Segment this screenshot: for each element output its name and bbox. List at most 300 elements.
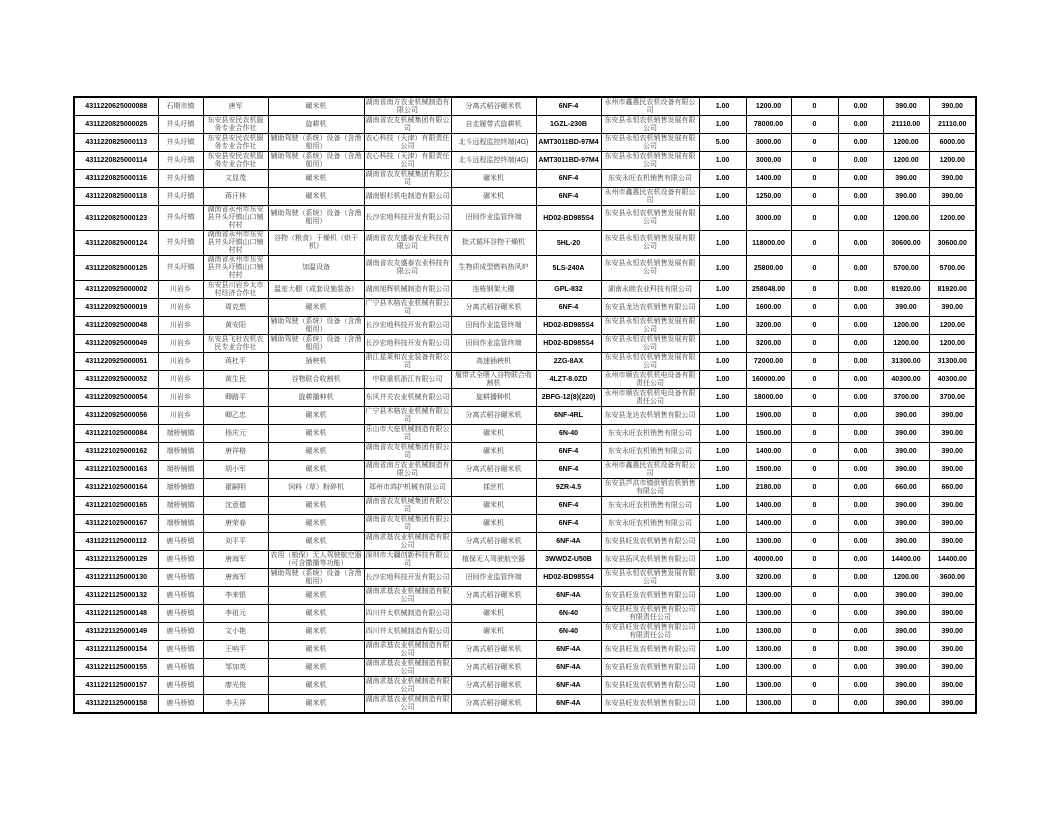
cell-unit-subsidy: 390.00 xyxy=(883,443,929,461)
cell-unit-subsidy: 390.00 xyxy=(883,425,929,443)
cell-product-category: 旋耕播种机 xyxy=(451,389,536,407)
cell-town: 鹿马桥镇 xyxy=(158,551,203,569)
cell-zero-count: 0 xyxy=(791,569,838,587)
cell-model: 2BFG-12(8)(220) xyxy=(536,389,601,407)
cell-unit-price: 3000.00 xyxy=(746,134,791,152)
cell-unit-subsidy: 390.00 xyxy=(883,623,929,641)
cell-manufacturer: 湖南求基农业机械制造有限公司 xyxy=(364,695,451,714)
cell-machine-type: 辅助驾驶（系统）设备（含渔船用） xyxy=(268,134,364,152)
cell-town: 川岩乡 xyxy=(158,281,203,299)
cell-model: 5HL-20 xyxy=(536,231,601,256)
cell-unit-subsidy: 30600.00 xyxy=(883,231,929,256)
cell-machine-type: 辅助驾驶（系统）设备（含渔船用） xyxy=(268,335,364,353)
table-row xyxy=(74,231,976,256)
cell-dealer: 永州市鑫惠民农机设备有限公司 xyxy=(601,461,699,479)
cell-unit-price: 1500.00 xyxy=(746,461,791,479)
cell-unit-subsidy: 81920.00 xyxy=(883,281,929,299)
cell-total-subsidy: 390.00 xyxy=(929,677,976,695)
cell-total-subsidy: 3700.00 xyxy=(929,389,976,407)
cell-machine-type: 温室大棚（成套设施装备） xyxy=(268,281,364,299)
cell-unit-price: 1300.00 xyxy=(746,677,791,695)
table-row xyxy=(74,299,976,317)
table-row xyxy=(74,407,976,425)
cell-dealer: 东安县旺发农机销售有限公司有限责任公司 xyxy=(601,605,699,623)
cell-quantity: 1.00 xyxy=(699,188,746,206)
cell-machine-type: 旋耕机 xyxy=(268,116,364,134)
cell-purchaser: 沈意德 xyxy=(203,497,268,515)
cell-dealer: 东安永旺农机销售有限公司 xyxy=(601,425,699,443)
cell-zero-count: 0 xyxy=(791,256,838,281)
cell-machine-type: 碾米机 xyxy=(268,497,364,515)
cell-record-id: 4311220825000118 xyxy=(74,188,158,206)
cell-machine-type: 加温设备 xyxy=(268,256,364,281)
cell-machine-type: 碾米机 xyxy=(268,515,364,533)
cell-quantity: 1.00 xyxy=(699,641,746,659)
table-row xyxy=(74,97,976,116)
cell-product-category: 分离式稻谷碾米机 xyxy=(451,677,536,695)
cell-town: 井头圩镇 xyxy=(158,116,203,134)
cell-machine-type: 辅助驾驶（系统）设备（含渔船用） xyxy=(268,569,364,587)
cell-model: 6NF-4 xyxy=(536,497,601,515)
cell-zero-count: 0 xyxy=(791,389,838,407)
cell-zero-count: 0 xyxy=(791,281,838,299)
cell-zero-count: 0 xyxy=(791,170,838,188)
cell-model: 1GZL-230B xyxy=(536,116,601,134)
cell-model: 6NF-4 xyxy=(536,515,601,533)
cell-model: 6NF-4A xyxy=(536,695,601,714)
cell-dealer: 东安县旺发农机销售有限公司 xyxy=(601,677,699,695)
cell-zero-count: 0 xyxy=(791,317,838,335)
cell-zero-count: 0 xyxy=(791,677,838,695)
cell-machine-type: 碾米机 xyxy=(268,677,364,695)
cell-total-subsidy: 390.00 xyxy=(929,641,976,659)
cell-unit-price: 118000.00 xyxy=(746,231,791,256)
cell-unit-price: 1300.00 xyxy=(746,623,791,641)
cell-total-subsidy: 390.00 xyxy=(929,461,976,479)
cell-model: AMT3011BD-97M4 xyxy=(536,134,601,152)
cell-model: AMT3011BD-97M4 xyxy=(536,152,601,170)
cell-dealer: 东安县永恒农机销售发展有限公司 xyxy=(601,256,699,281)
cell-dealer: 东安县永恒农机销售发展有限公司 xyxy=(601,231,699,256)
cell-zero-count: 0 xyxy=(791,497,838,515)
cell-unit-price: 1300.00 xyxy=(746,605,791,623)
cell-purchaser: 文小艳 xyxy=(203,623,268,641)
cell-total-subsidy: 390.00 xyxy=(929,587,976,605)
cell-record-id: 4311220925000049 xyxy=(74,335,158,353)
cell-quantity: 1.00 xyxy=(699,605,746,623)
cell-model: 6NF-4 xyxy=(536,97,601,116)
cell-machine-type: 碾米机 xyxy=(268,425,364,443)
cell-quantity: 1.00 xyxy=(699,425,746,443)
cell-product-category: 北斗远程监控终端(4G) xyxy=(451,134,536,152)
cell-purchaser: 东安县安民农机服务专业合作社 xyxy=(203,134,268,152)
cell-model: 5LS-240A xyxy=(536,256,601,281)
table-row xyxy=(74,551,976,569)
cell-record-id: 4311221025000167 xyxy=(74,515,158,533)
cell-purchaser: 东安县川岩乡太市村经济合作社 xyxy=(203,281,268,299)
cell-record-id: 4311220825000125 xyxy=(74,256,158,281)
cell-manufacturer: 湖南求基农业机械制造有限公司 xyxy=(365,587,450,603)
table-row xyxy=(74,206,976,231)
cell-manufacturer: 广宁县木格农业机械有限公司 xyxy=(365,407,450,423)
cell-purchaser: 黄生民 xyxy=(203,371,268,389)
cell-manufacturer: 湖南省农友盛泰农业科技有限公司 xyxy=(364,256,451,281)
cell-manufacturer: 湖南银杉机电制造有限公司 xyxy=(364,188,451,206)
cell-town: 鹿马桥镇 xyxy=(158,695,203,714)
cell-manufacturer: 湖南省南方农业机械制造有限公司 xyxy=(365,98,450,114)
cell-dealer: 东安县永恒农机销售发展有限公司 xyxy=(601,569,699,587)
cell-product-category: 分离式稻谷碾米机 xyxy=(451,587,536,605)
cell-product-category: 田间作业监管终端 xyxy=(451,206,536,231)
cell-quantity: 1.00 xyxy=(699,371,746,389)
cell-town: 端桥铺镇 xyxy=(158,479,203,497)
cell-record-id: 4311221125000154 xyxy=(74,641,158,659)
cell-total-subsidy: 390.00 xyxy=(929,97,976,116)
cell-zero-count: 0 xyxy=(791,97,838,116)
cell-dealer: 永州市顺农农机机电设备有限责任公司 xyxy=(601,389,699,407)
cell-zero-count: 0 xyxy=(791,605,838,623)
cell-zero-amount: 0.00 xyxy=(838,569,883,587)
cell-record-id: 4311220925000019 xyxy=(74,299,158,317)
cell-machine-type: 饲料（草）粉碎机 xyxy=(268,479,364,497)
cell-town: 井头圩镇 xyxy=(158,188,203,206)
cell-machine-type: 插秧机 xyxy=(268,353,364,371)
cell-dealer: 永州市顺农农机机电设备有限责任公司 xyxy=(601,371,699,389)
cell-record-id: 4311220925000052 xyxy=(74,371,158,389)
cell-model: 6NF-4 xyxy=(536,461,601,479)
cell-model: 6NF-4A xyxy=(536,587,601,605)
cell-machine-type: 碾米机 xyxy=(268,407,364,425)
cell-quantity: 3.00 xyxy=(699,569,746,587)
cell-quantity: 1.00 xyxy=(699,389,746,407)
cell-dealer: 东安县龙达农机销售有限公司 xyxy=(601,407,699,425)
cell-zero-amount: 0.00 xyxy=(838,551,883,569)
cell-purchaser: 唐海军 xyxy=(203,569,268,587)
cell-unit-price: 1500.00 xyxy=(746,425,791,443)
table-row xyxy=(74,188,976,206)
cell-product-category: 分离式稻谷碾米机 xyxy=(451,97,536,116)
cell-town: 川岩乡 xyxy=(158,335,203,353)
cell-model: GPL-832 xyxy=(536,281,601,299)
cell-dealer: 东安县旺发农机销售有限公司 xyxy=(601,695,699,714)
cell-product-category: 植保无人驾驶航空器 xyxy=(451,551,536,569)
cell-machine-type: 碾米机 xyxy=(268,587,364,605)
cell-record-id: 4311220825000025 xyxy=(74,116,158,134)
table-row xyxy=(74,515,976,533)
cell-quantity: 5.00 xyxy=(699,134,746,152)
cell-zero-count: 0 xyxy=(791,641,838,659)
cell-zero-count: 0 xyxy=(791,425,838,443)
cell-unit-subsidy: 390.00 xyxy=(883,188,929,206)
cell-unit-subsidy: 390.00 xyxy=(883,170,929,188)
cell-manufacturer: 浙江星莱和农业装备有限公司 xyxy=(365,353,450,369)
cell-manufacturer: 湖南求基农业机械制造有限公司 xyxy=(365,533,450,549)
cell-unit-subsidy: 1200.00 xyxy=(883,134,929,152)
cell-purchaser: 东安县安民农机服务专业合作社 xyxy=(203,116,268,134)
cell-unit-price: 258048.00 xyxy=(746,281,791,299)
cell-dealer: 东安县永恒农机销售发展有限公司 xyxy=(601,206,699,231)
cell-product-category: 分离式稻谷碾米机 xyxy=(451,641,536,659)
cell-total-subsidy: 30600.00 xyxy=(929,231,976,256)
cell-product-category: 分离式稻谷碾米机 xyxy=(451,695,536,714)
cell-manufacturer: 中联重机浙江有限公司 xyxy=(364,371,451,389)
cell-product-category: 碾米机 xyxy=(451,443,536,461)
cell-town: 川岩乡 xyxy=(158,389,203,407)
cell-model: 6NF-4A xyxy=(536,677,601,695)
cell-zero-amount: 0.00 xyxy=(838,97,883,116)
cell-quantity: 1.00 xyxy=(699,659,746,677)
cell-manufacturer: 长沙宏地科技开发有限公司 xyxy=(364,206,451,231)
cell-unit-subsidy: 1200.00 xyxy=(883,317,929,335)
table-row xyxy=(74,443,976,461)
cell-purchaser: 湖南省永州市东安县井头圩镇山口铺村村 xyxy=(203,256,268,281)
cell-zero-amount: 0.00 xyxy=(838,389,883,407)
cell-quantity: 1.00 xyxy=(699,116,746,134)
cell-unit-subsidy: 390.00 xyxy=(883,497,929,515)
cell-quantity: 1.00 xyxy=(699,335,746,353)
cell-purchaser: 湖南省永州市东安县井头圩镇山口铺村村 xyxy=(203,206,268,231)
cell-total-subsidy: 390.00 xyxy=(929,443,976,461)
cell-zero-count: 0 xyxy=(791,587,838,605)
cell-unit-subsidy: 1200.00 xyxy=(883,335,929,353)
cell-unit-subsidy: 390.00 xyxy=(883,677,929,695)
cell-zero-count: 0 xyxy=(791,116,838,134)
cell-purchaser: 唐荣春 xyxy=(203,515,268,533)
cell-unit-subsidy: 1200.00 xyxy=(883,152,929,170)
cell-dealer: 永州市鑫惠民农机设备有限公司 xyxy=(601,188,699,206)
cell-purchaser: 东安县飞杜农机农民专业合作社 xyxy=(203,335,268,353)
cell-quantity: 1.00 xyxy=(699,152,746,170)
cell-unit-price: 2180.00 xyxy=(746,479,791,497)
cell-machine-type: 碾米机 xyxy=(268,299,364,317)
cell-purchaser: 唐军 xyxy=(203,97,268,116)
cell-model: 2ZG-8AX xyxy=(536,353,601,371)
cell-machine-type: 碾米机 xyxy=(268,188,364,206)
cell-manufacturer: 湖南省农友机械集团有限公司 xyxy=(365,443,450,459)
cell-unit-subsidy: 390.00 xyxy=(883,407,929,425)
cell-record-id: 4311221025000084 xyxy=(74,425,158,443)
cell-unit-subsidy: 31300.00 xyxy=(883,353,929,371)
cell-zero-count: 0 xyxy=(791,353,838,371)
cell-dealer: 东安县旺发农机销售有限公司有限责任公司 xyxy=(601,623,699,641)
cell-manufacturer: 长沙宏地科技开发有限公司 xyxy=(364,317,451,335)
cell-product-category: 自走履带式旋耕机 xyxy=(451,116,536,134)
cell-town: 川岩乡 xyxy=(158,407,203,425)
cell-purchaser: 文显茂 xyxy=(203,170,268,188)
cell-total-subsidy: 390.00 xyxy=(929,515,976,533)
cell-total-subsidy: 390.00 xyxy=(929,188,976,206)
cell-quantity: 1.00 xyxy=(699,677,746,695)
cell-zero-amount: 0.00 xyxy=(838,533,883,551)
cell-quantity: 1.00 xyxy=(699,533,746,551)
cell-zero-amount: 0.00 xyxy=(838,425,883,443)
cell-total-subsidy: 5700.00 xyxy=(929,256,976,281)
cell-purchaser: 邹加英 xyxy=(203,659,268,677)
table-row xyxy=(74,353,976,371)
cell-unit-subsidy: 40300.00 xyxy=(883,371,929,389)
cell-unit-price: 1300.00 xyxy=(746,641,791,659)
cell-unit-price: 78000.00 xyxy=(746,116,791,134)
cell-unit-price: 72000.00 xyxy=(746,353,791,371)
cell-manufacturer: 四川井太机械制造有限公司 xyxy=(364,623,451,641)
cell-zero-amount: 0.00 xyxy=(838,677,883,695)
table-row xyxy=(74,152,976,170)
cell-town: 井头圩镇 xyxy=(158,152,203,170)
cell-zero-amount: 0.00 xyxy=(838,371,883,389)
cell-quantity: 1.00 xyxy=(699,695,746,714)
cell-model: 6N-40 xyxy=(536,425,601,443)
cell-manufacturer: 湖南省农友盛泰农业科技有限公司 xyxy=(364,231,451,256)
cell-zero-amount: 0.00 xyxy=(838,407,883,425)
cell-product-category: 分离式稻谷碾米机 xyxy=(451,299,536,317)
cell-unit-price: 1200.00 xyxy=(746,97,791,116)
cell-manufacturer: 湖南求基农业机械制造有限公司 xyxy=(365,641,450,657)
cell-model: HD02-BD985S4 xyxy=(536,335,601,353)
cell-town: 端桥铺镇 xyxy=(158,443,203,461)
cell-zero-count: 0 xyxy=(791,443,838,461)
cell-dealer: 东安县拓风农机销售有限公司 xyxy=(601,551,699,569)
cell-machine-type: 旋耕播种机 xyxy=(268,389,364,407)
cell-town: 端桥铺镇 xyxy=(158,425,203,443)
cell-product-category: 生物质成型燃料热风炉 xyxy=(451,256,536,281)
cell-machine-type: 农用（植保）无人驾驶航空器（可含撒播等功能） xyxy=(268,551,364,569)
cell-unit-subsidy: 390.00 xyxy=(883,299,929,317)
cell-unit-subsidy: 390.00 xyxy=(883,587,929,605)
cell-record-id: 4311220925000056 xyxy=(74,407,158,425)
cell-town: 端桥铺镇 xyxy=(158,497,203,515)
cell-purchaser: 东安县安民农机服务专业合作社 xyxy=(203,152,268,170)
cell-quantity: 1.00 xyxy=(699,206,746,231)
cell-record-id: 4311221125000158 xyxy=(74,695,158,714)
cell-machine-type: 碾米机 xyxy=(268,533,364,551)
cell-total-subsidy: 31300.00 xyxy=(929,353,976,371)
cell-purchaser: 黄安阳 xyxy=(203,317,268,335)
cell-record-id: 4311220825000123 xyxy=(74,206,158,231)
table-row xyxy=(74,317,976,335)
cell-machine-type: 辅助驾驶（系统）设备（含渔船用） xyxy=(268,317,364,335)
cell-total-subsidy: 14400.00 xyxy=(929,551,976,569)
cell-town: 鹿马桥镇 xyxy=(158,659,203,677)
cell-zero-count: 0 xyxy=(791,461,838,479)
cell-zero-amount: 0.00 xyxy=(838,353,883,371)
cell-zero-amount: 0.00 xyxy=(838,443,883,461)
cell-unit-subsidy: 390.00 xyxy=(883,641,929,659)
cell-town: 鹿马桥镇 xyxy=(158,605,203,623)
cell-model: 6NF-4 xyxy=(536,443,601,461)
cell-zero-amount: 0.00 xyxy=(838,170,883,188)
cell-dealer: 东安永旺农机销售有限公司 xyxy=(601,497,699,515)
cell-unit-price: 1300.00 xyxy=(746,659,791,677)
cell-manufacturer: 湖南省农友机械集团有限公司 xyxy=(365,170,450,186)
cell-zero-amount: 0.00 xyxy=(838,231,883,256)
cell-product-category: 田间作业监管终端 xyxy=(451,569,536,587)
cell-record-id: 4311221025000164 xyxy=(74,479,158,497)
cell-unit-price: 40000.00 xyxy=(746,551,791,569)
cell-zero-amount: 0.00 xyxy=(838,587,883,605)
cell-model: 6NF-4 xyxy=(536,299,601,317)
cell-record-id: 4311221025000163 xyxy=(74,461,158,479)
cell-purchaser: 胡小军 xyxy=(203,461,268,479)
cell-zero-amount: 0.00 xyxy=(838,641,883,659)
table-row xyxy=(74,335,976,353)
cell-unit-price: 3000.00 xyxy=(746,206,791,231)
cell-unit-subsidy: 390.00 xyxy=(883,515,929,533)
table-body xyxy=(74,97,976,713)
cell-machine-type: 碾米机 xyxy=(268,695,364,714)
table-row xyxy=(74,256,976,281)
cell-record-id: 4311221025000165 xyxy=(74,497,158,515)
table-row xyxy=(74,587,976,605)
cell-zero-count: 0 xyxy=(791,695,838,714)
cell-product-category: 碾米机 xyxy=(451,425,536,443)
cell-record-id: 4311220625000088 xyxy=(74,97,158,116)
cell-manufacturer: 湖南求基农业机械制造有限公司 xyxy=(365,677,450,693)
cell-dealer: 东安县旺发农机销售有限公司 xyxy=(601,587,699,605)
cell-town: 石期市镇 xyxy=(158,97,203,116)
cell-product-category: 碾米机 xyxy=(451,188,536,206)
table-row xyxy=(74,623,976,641)
cell-zero-amount: 0.00 xyxy=(838,659,883,677)
cell-total-subsidy: 660.00 xyxy=(929,479,976,497)
cell-purchaser: 杨庆元 xyxy=(203,425,268,443)
cell-purchaser: 李天祥 xyxy=(203,695,268,714)
cell-record-id: 4311220925000002 xyxy=(74,281,158,299)
cell-product-category: 分离式稻谷碾米机 xyxy=(451,461,536,479)
cell-purchaser: 蒋杜平 xyxy=(203,353,268,371)
cell-unit-price: 3200.00 xyxy=(746,335,791,353)
cell-model: 6N-40 xyxy=(536,605,601,623)
cell-record-id: 4311220925000051 xyxy=(74,353,158,371)
cell-record-id: 4311221125000148 xyxy=(74,605,158,623)
cell-machine-type: 谷物联合收割机 xyxy=(268,371,364,389)
cell-dealer: 东安永旺农机销售有限公司 xyxy=(601,515,699,533)
cell-record-id: 4311220825000124 xyxy=(74,231,158,256)
cell-model: 6NF-4 xyxy=(536,188,601,206)
cell-town: 井头圩镇 xyxy=(158,206,203,231)
cell-town: 川岩乡 xyxy=(158,371,203,389)
cell-zero-count: 0 xyxy=(791,188,838,206)
cell-manufacturer: 广宁县木格农业机械有限公司 xyxy=(365,299,450,315)
cell-total-subsidy: 390.00 xyxy=(929,170,976,188)
cell-product-category: 碾米机 xyxy=(451,170,536,188)
cell-purchaser: 王响平 xyxy=(203,641,268,659)
cell-manufacturer: 四川井太机械制造有限公司 xyxy=(364,605,451,623)
cell-quantity: 1.00 xyxy=(699,479,746,497)
cell-zero-amount: 0.00 xyxy=(838,335,883,353)
cell-zero-amount: 0.00 xyxy=(838,134,883,152)
cell-manufacturer: 湖南省南方农业机械制造有限公司 xyxy=(365,461,450,477)
cell-manufacturer: 湖南省农友机械集团有限公司 xyxy=(365,515,450,531)
cell-purchaser: 唐祥格 xyxy=(203,443,268,461)
cell-record-id: 4311221025000162 xyxy=(74,443,158,461)
cell-record-id: 4311221125000130 xyxy=(74,569,158,587)
cell-product-category: 碾米机 xyxy=(451,497,536,515)
cell-machine-type: 碾米机 xyxy=(268,97,364,116)
cell-quantity: 1.00 xyxy=(699,97,746,116)
cell-total-subsidy: 390.00 xyxy=(929,695,976,714)
cell-total-subsidy: 390.00 xyxy=(929,623,976,641)
cell-dealer: 东安县永恒农机销售发展有限公司 xyxy=(601,152,699,170)
cell-unit-price: 1400.00 xyxy=(746,515,791,533)
cell-record-id: 4311221125000132 xyxy=(74,587,158,605)
cell-machine-type: 碾米机 xyxy=(268,170,364,188)
cell-record-id: 4311221125000129 xyxy=(74,551,158,569)
cell-manufacturer: 东风井关农业机械有限公司 xyxy=(364,389,451,407)
cell-total-subsidy: 21110.00 xyxy=(929,116,976,134)
cell-zero-amount: 0.00 xyxy=(838,695,883,714)
cell-manufacturer: 湖南省农友机械集团有限公司 xyxy=(365,116,450,132)
cell-town: 井头圩镇 xyxy=(158,231,203,256)
